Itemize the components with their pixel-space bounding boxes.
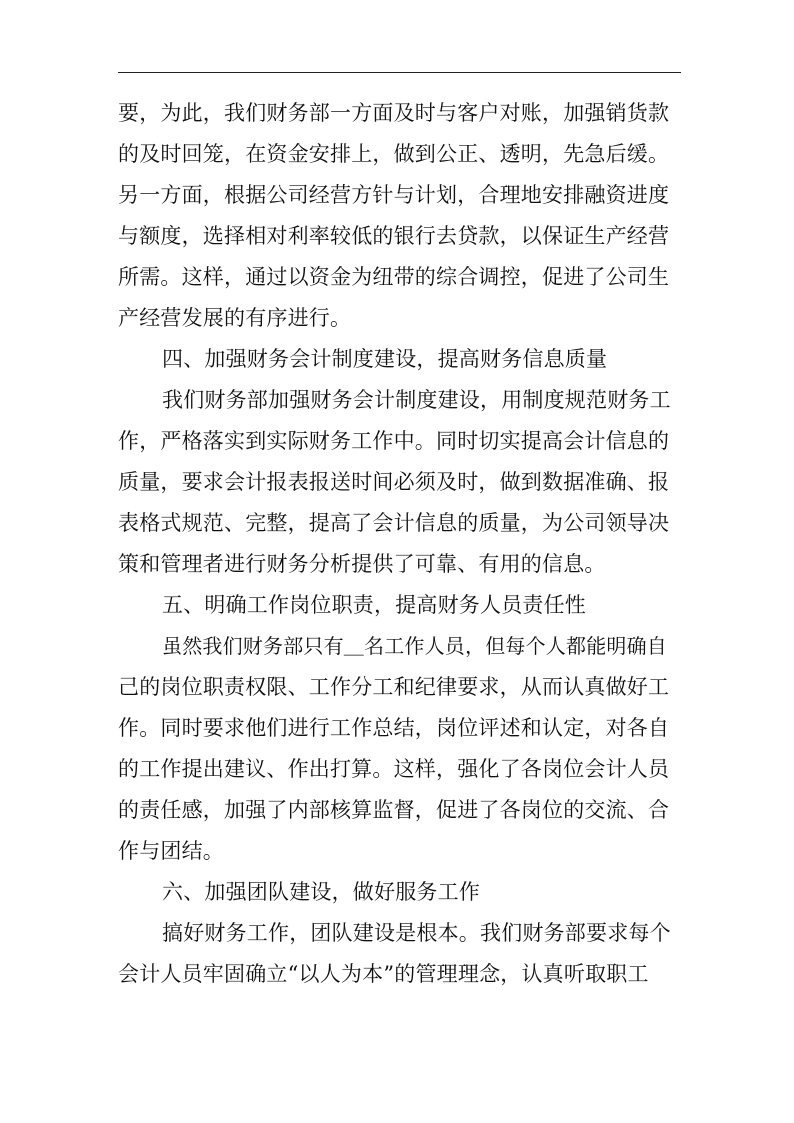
section-heading: 四、加强财务会计制度建设，提高财务信息质量 [162,347,608,371]
text-line: 会计人员牢固确立“以人为本”的管理理念，认真听取职工 [118,962,649,986]
text-line: 质量，要求会计报表报送时间必须及时，做到数据准确、报 [118,470,670,494]
document-body [118,93,682,995]
text-line: 策和管理者进行财务分析提供了可靠、有用的信息。 [118,552,606,576]
text-line: 所需。这样，通过以资金为纽带的综合调控，促进了公司生 [118,265,670,289]
text-line: 要，为此，我们财务部一方面及时与客户对账，加强销货款 [118,101,670,125]
text-line: 的及时回笼，在资金安排上，做到公正、透明，先急后缓。 [118,142,670,166]
section-heading: 五、明确工作岗位职责，提高财务人员责任性 [162,593,586,617]
header-rule [118,72,681,73]
text-line: 表格式规范、完整，提高了会计信息的质量，为公司领导决 [118,511,670,535]
text-line: 产经营发展的有序进行。 [118,306,352,330]
section-heading: 六、加强团队建设，做好服务工作 [162,880,480,904]
text-line: 另一方面，根据公司经营方针与计划，合理地安排融资进度 [118,183,670,207]
text-line: 虽然我们财务部只有＿名工作人员，但每个人都能明确自 [162,634,667,658]
text-line: 的工作提出建议、作出打算。这样，强化了各岗位会计人员 [118,757,670,781]
text-line: 己的岗位职责权限、工作分工和纪律要求，从而认真做好工 [118,675,670,699]
text-line: 作，严格落实到实际财务工作中。同时切实提高会计信息的 [118,429,670,453]
text-line: 作与团结。 [118,839,224,863]
text-line: 作。同时要求他们进行工作总结，岗位评述和认定，对各自 [118,716,670,740]
text-line: 我们财务部加强财务会计制度建设，用制度规范财务工 [162,388,671,412]
text-line: 的责任感，加强了内部核算监督，促进了各岗位的交流、合 [118,798,670,822]
text-line: 与额度，选择相对利率较低的银行去贷款，以保证生产经营 [118,224,670,248]
text-line: 搞好财务工作，团队建设是根本。我们财务部要求每个 [162,921,671,945]
